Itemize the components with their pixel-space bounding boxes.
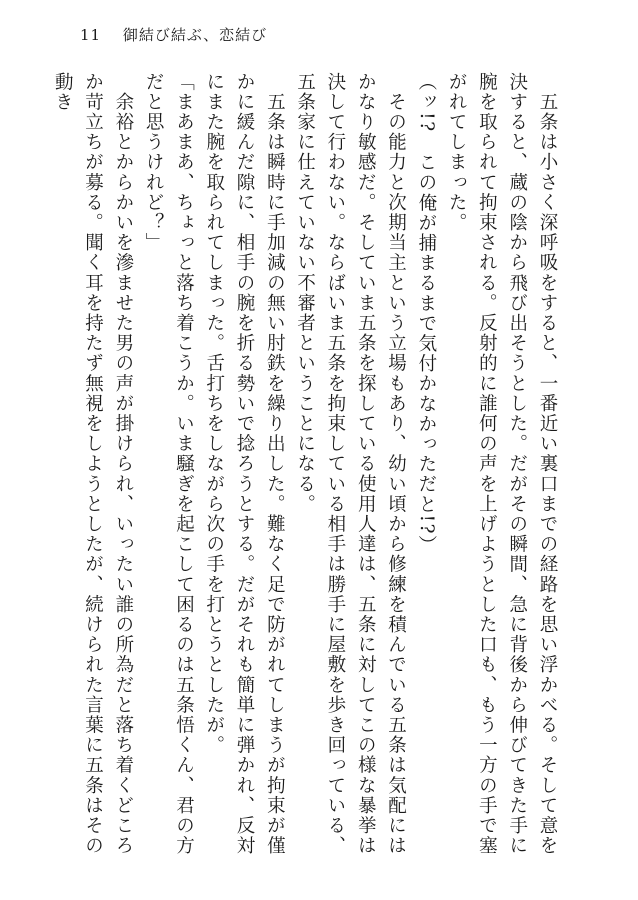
vertical-body-text — [52, 72, 562, 862]
paragraph: 余裕とからかいを滲ませた男の声が掛けられ、いったい誰の所為だと落ち着くどころか苛立ちが募る。聞く耳を持たず無視をしようとしたが、続けられた言葉に五条はその動き — [52, 72, 134, 856]
page-number: 11 — [80, 26, 102, 44]
running-header — [80, 24, 267, 45]
chapter-title: 御結び結ぶ、恋結び — [122, 26, 268, 44]
paragraph: 五条は瞬時に手加減の無い肘鉄を繰り出した。難なく足で防がれてしまうが拘束が僅かに緩んだ隙に、相手の腕を折る勢いで捻ろうとする。だがそれも簡単に弾かれ、反対にまた腕を取られてしまった。舌打ちをしながら次の手を打とうとしたが。 — [203, 72, 286, 856]
paragraph: 「まあまあ、ちょっと落ち着こうか。いま騒ぎを起こして困るのは五条悟くん、君の方だと思うけれど？」 — [143, 72, 195, 856]
paragraph: 五条は小さく深呼吸をすると、一番近い裏口までの経路を思い浮かべる。そして意を決すると、蔵の陰から飛び出そうとした。だがその瞬間、急に背後から伸びてきた手に腕を取られて拘束される。反射的に誰何の声を上げようとした口も、もう一方の手で塞がれてしまった。 — [446, 72, 558, 856]
paragraph: その能力と次期当主という立場もあり、幼い頃から修練を積んでいる五条は気配にはかなり敏感だ。そしていま五条を探している使用人達は、五条に対してこの様な暴挙は決して行わない。ならばいま五条を拘束している相手は勝手に屋敷を歩き回っている、五条家に仕えていない不審者ということになる。 — [294, 72, 407, 856]
paragraph: （ッ!? この俺が捕まるまで気付かなかっただと!?） — [415, 72, 437, 556]
